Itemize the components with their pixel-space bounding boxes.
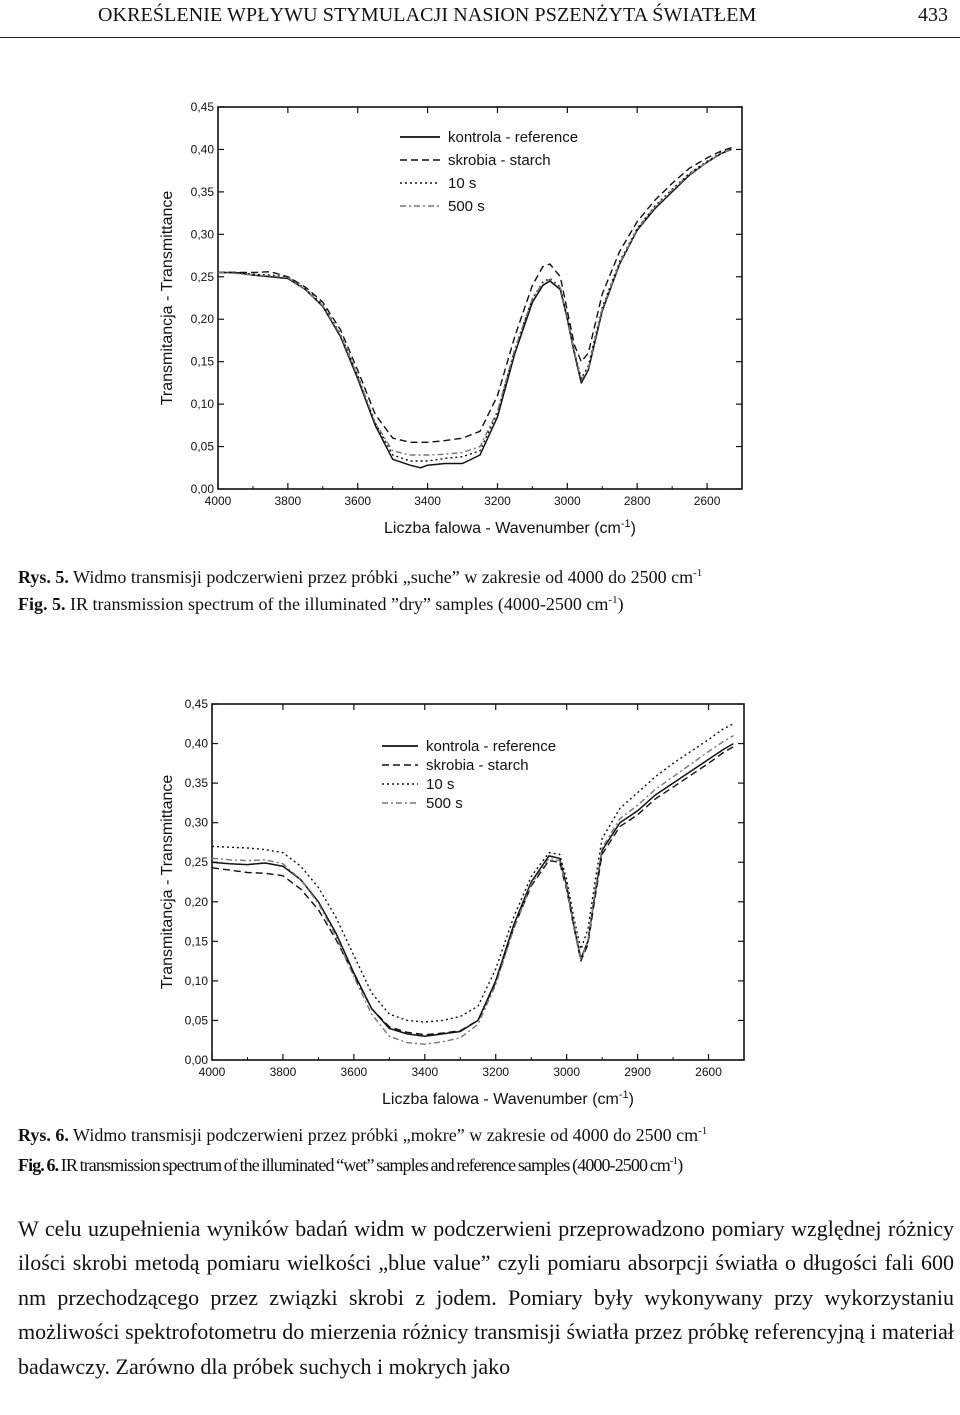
x-axis-label-main: Liczba falowa - Wavenumber (cm bbox=[384, 520, 621, 537]
y-axis-label: Transmitancja - Transmittance bbox=[159, 190, 176, 406]
legend-label: 10 s bbox=[426, 776, 455, 793]
x-tick-label: 3200 bbox=[482, 1065, 510, 1079]
y-tick-label: 0,10 bbox=[190, 397, 214, 412]
series-line-2 bbox=[218, 149, 732, 461]
x-tick-label: 4000 bbox=[204, 494, 232, 508]
caption-text: Widmo transmisji podczerwieni przez próbki „suche” w zakresie od 4000 do 2500 cm bbox=[68, 567, 694, 587]
page-number: 433 bbox=[918, 4, 948, 26]
y-axis-label: Transmitancja - Transmittance bbox=[159, 774, 176, 990]
figure-5-caption-pl bbox=[18, 567, 702, 588]
caption-sup: -1 bbox=[669, 1155, 678, 1167]
y-tick-label: 0,10 bbox=[184, 973, 208, 988]
legend-label: 500 s bbox=[426, 795, 463, 812]
figure-6-chart bbox=[150, 692, 760, 1117]
series-line-0 bbox=[212, 744, 733, 1037]
x-axis-label bbox=[382, 1089, 634, 1108]
legend-label: kontrola - reference bbox=[448, 129, 579, 146]
caption-tail: ) bbox=[617, 594, 624, 614]
x-tick-label: 3600 bbox=[340, 1065, 368, 1079]
y-tick-label: 0,40 bbox=[184, 736, 208, 751]
caption-label: Fig. 5. bbox=[18, 594, 66, 614]
caption-tail: ) bbox=[677, 1155, 683, 1175]
running-title: OKREŚLENIE WPŁYWU STYMULACJI NASION PSZENŻYTA ŚWIATŁEM bbox=[98, 4, 757, 26]
y-tick-label: 0,25 bbox=[190, 269, 214, 284]
body-paragraph: W celu uzupełnienia wyników badań widm w podczerwieni przeprowadzono pomiary względnej różnicy ilości skrobi metodą pomiaru wielkości „blue value” czyli pomiaru absorpcji światła o długości fali 600 nm przechodzącego przez związki skrobi z jodem. Pomiary były wykonywany przy wykorzystaniu możliwości spektrofotometru do mierzenia różnicy transmisji światła przez próbkę referencyjną i materiał badawczy. Zarówno dla próbek suchych i mokrych jako bbox=[18, 1216, 954, 1379]
x-axis-label bbox=[384, 518, 636, 537]
legend-label: skrobia - starch bbox=[426, 757, 529, 774]
y-tick-label: 0,15 bbox=[190, 354, 214, 369]
y-tick-label: 0,30 bbox=[190, 227, 214, 242]
x-axis-label-sup: -1 bbox=[618, 1089, 629, 1101]
x-tick-label: 3400 bbox=[414, 494, 441, 508]
y-tick-label: 0,25 bbox=[184, 855, 208, 870]
legend-label: kontrola - reference bbox=[426, 738, 557, 755]
series-line-3 bbox=[212, 736, 733, 1045]
legend-label: 10 s bbox=[448, 175, 477, 192]
x-tick-label: 3800 bbox=[274, 494, 302, 508]
x-tick-label: 2600 bbox=[693, 494, 721, 508]
figure-6-caption-pl bbox=[18, 1125, 707, 1146]
figure-5-caption-en bbox=[18, 594, 624, 615]
caption-sup: -1 bbox=[698, 1125, 708, 1137]
caption-text: IR transmission spectrum of the illuminated “wet” samples and reference samples (4000-2500 cm bbox=[58, 1155, 670, 1175]
y-tick-label: 0,45 bbox=[184, 697, 208, 711]
y-tick-label: 0,15 bbox=[184, 934, 208, 949]
x-tick-label: 3600 bbox=[344, 494, 372, 508]
y-tick-label: 0,05 bbox=[184, 1013, 208, 1028]
x-tick-label: 2800 bbox=[623, 494, 651, 508]
x-tick-label: 2600 bbox=[695, 1065, 722, 1079]
y-tick-label: 0,05 bbox=[190, 439, 214, 454]
x-tick-label: 2900 bbox=[624, 1065, 651, 1079]
figure-6-caption-en bbox=[18, 1155, 682, 1176]
y-tick-label: 0,40 bbox=[190, 142, 214, 157]
x-axis-label-tail: ) bbox=[630, 520, 636, 537]
y-tick-label: 0,45 bbox=[190, 100, 214, 114]
caption-text: Widmo transmisji podczerwieni przez próbki „mokre” w zakresie od 4000 do 2500 cm bbox=[68, 1125, 699, 1145]
figure-5-chart bbox=[150, 95, 760, 560]
x-tick-label: 3800 bbox=[269, 1065, 297, 1079]
x-tick-label: 3000 bbox=[553, 494, 581, 508]
legend-label: skrobia - starch bbox=[448, 152, 551, 169]
x-axis-label-sup: -1 bbox=[620, 518, 631, 530]
x-axis-label-tail: ) bbox=[628, 1091, 634, 1108]
x-tick-label: 3000 bbox=[553, 1065, 581, 1079]
x-tick-label: 4000 bbox=[198, 1065, 226, 1079]
series-line-1 bbox=[212, 747, 733, 1035]
x-tick-label: 3200 bbox=[484, 494, 511, 508]
y-tick-label: 0,00 bbox=[190, 482, 214, 496]
legend-label: 500 s bbox=[448, 198, 485, 215]
caption-text: IR transmission spectrum of the illuminated ”dry” samples (4000-2500 cm bbox=[65, 594, 609, 614]
series-line-3 bbox=[218, 149, 732, 455]
caption-sup: -1 bbox=[693, 567, 703, 579]
caption-label: Rys. 6. bbox=[18, 1125, 69, 1145]
caption-label: Fig. 6. bbox=[18, 1155, 59, 1175]
y-tick-label: 0,20 bbox=[190, 312, 214, 327]
y-tick-label: 0,20 bbox=[184, 894, 208, 909]
y-tick-label: 0,35 bbox=[190, 184, 214, 199]
x-tick-label: 3400 bbox=[411, 1065, 439, 1079]
y-tick-label: 0,00 bbox=[184, 1053, 208, 1067]
caption-label: Rys. 5. bbox=[18, 567, 69, 587]
y-tick-label: 0,35 bbox=[184, 776, 208, 791]
caption-sup: -1 bbox=[608, 594, 618, 606]
running-header bbox=[0, 0, 960, 38]
x-axis-label-main: Liczba falowa - Wavenumber (cm bbox=[382, 1091, 619, 1108]
y-tick-label: 0,30 bbox=[184, 815, 208, 830]
